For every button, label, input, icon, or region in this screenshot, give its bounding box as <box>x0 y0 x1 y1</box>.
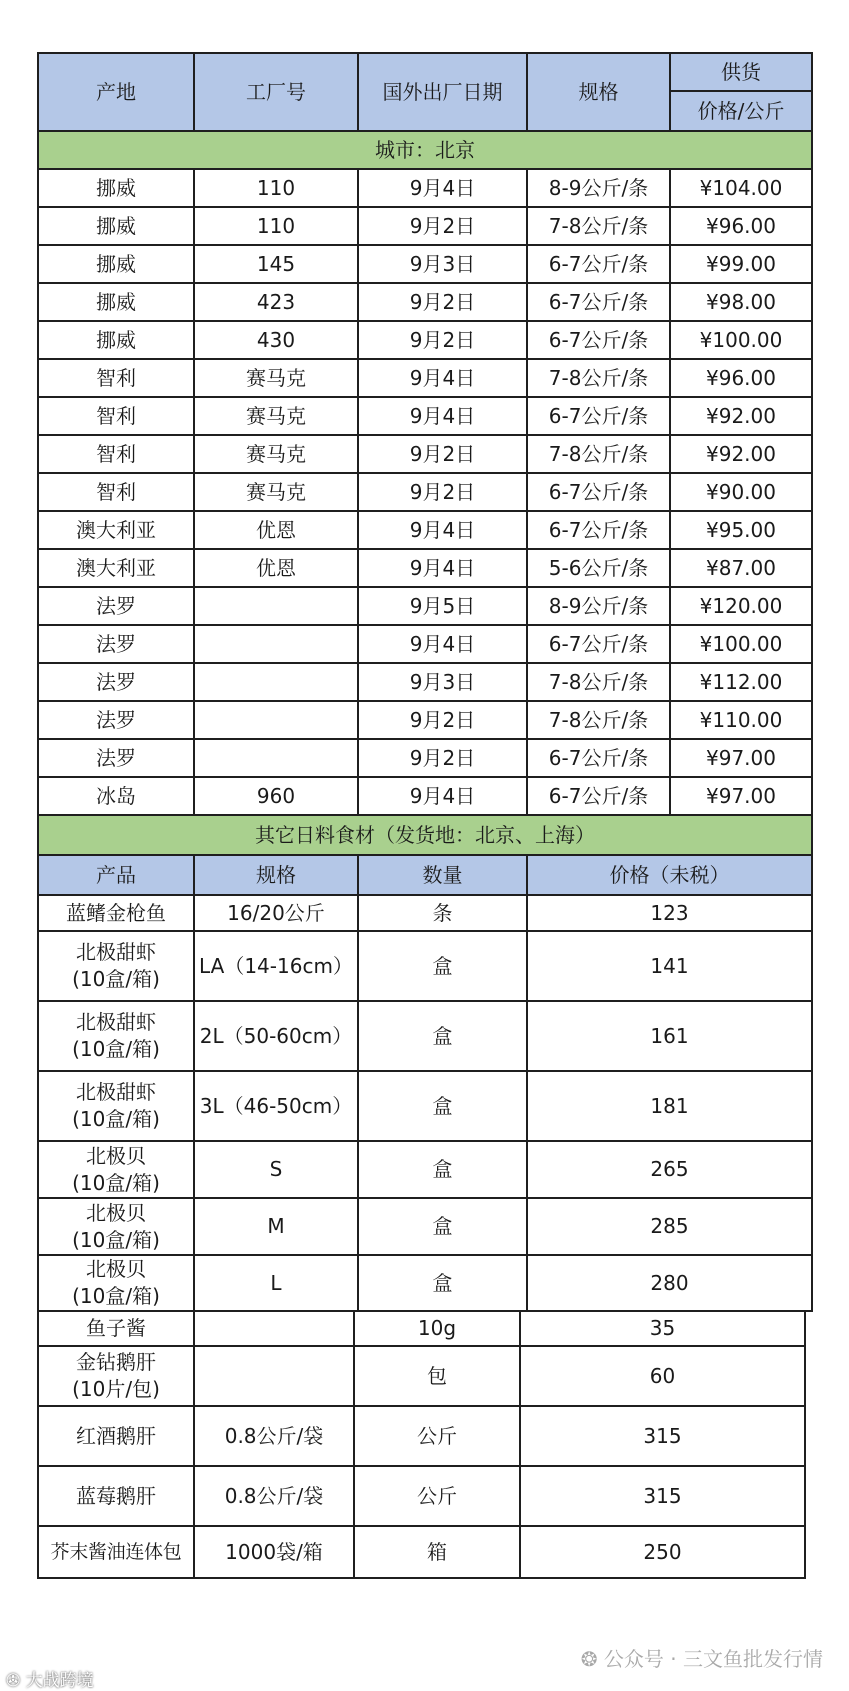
cell-price: 161 <box>527 1001 812 1071</box>
cell-origin: 挪威 <box>38 321 194 359</box>
product-line: 北极贝 <box>86 1143 146 1168</box>
product-line: 北极甜虾 <box>76 940 156 964</box>
table-row <box>38 701 812 739</box>
table-row <box>38 1466 805 1526</box>
cell-price: 265 <box>527 1141 812 1198</box>
product-line: (10盒/箱) <box>72 1107 160 1131</box>
cell-origin: 冰岛 <box>38 777 194 815</box>
cell-spec: 3L（46-50cm） <box>194 1071 358 1141</box>
table-row <box>38 549 812 587</box>
cell-product <box>38 1071 194 1141</box>
cell-factory: 430 <box>194 321 358 359</box>
cell-price: ¥100.00 <box>670 625 812 663</box>
watermark-wechat <box>581 1643 823 1672</box>
cell-product <box>38 1311 194 1346</box>
cell-price: ¥104.00 <box>670 169 812 207</box>
product-line: 北极贝 <box>86 1257 146 1281</box>
table-row <box>38 473 812 511</box>
product-line: (10片/包) <box>72 1377 160 1401</box>
watermark-corner <box>6 1666 94 1691</box>
cell-origin: 挪威 <box>38 245 194 283</box>
product-line: 北极甜虾 <box>76 1010 156 1034</box>
cell-product <box>38 1001 194 1071</box>
cell-factory: 110 <box>194 207 358 245</box>
cell-price: 280 <box>527 1255 812 1311</box>
cell-qty: 盒 <box>358 1198 527 1255</box>
cell-qty: 10g <box>354 1311 520 1346</box>
cell-spec <box>194 1311 354 1346</box>
cell-origin: 挪威 <box>38 207 194 245</box>
cell-spec: 0.8公斤/袋 <box>194 1406 354 1466</box>
table-row <box>38 207 812 245</box>
cell-price: ¥87.00 <box>670 549 812 587</box>
cell-qty: 盒 <box>358 931 527 1001</box>
table-row <box>38 1311 805 1346</box>
table-row <box>38 1255 812 1311</box>
cell-date: 9月4日 <box>358 397 527 435</box>
product-line: (10盒/箱) <box>72 1170 160 1195</box>
cell-date: 9月2日 <box>358 207 527 245</box>
cell-price: ¥92.00 <box>670 435 812 473</box>
cell-origin: 澳大利亚 <box>38 511 194 549</box>
table-row <box>38 435 812 473</box>
table-row <box>38 1346 805 1406</box>
cell-spec: 7-8公斤/条 <box>527 435 670 473</box>
cell-price: 35 <box>520 1311 805 1346</box>
cell-product <box>38 895 194 931</box>
cell-qty: 包 <box>354 1346 520 1406</box>
fish-rows <box>38 169 812 815</box>
cell-price: ¥96.00 <box>670 359 812 397</box>
table-row <box>38 663 812 701</box>
cell-origin: 法罗 <box>38 701 194 739</box>
cell-qty: 盒 <box>358 1071 527 1141</box>
cell-spec: 6-7公斤/条 <box>527 245 670 283</box>
other-section-row <box>38 815 812 855</box>
cell-spec: 6-7公斤/条 <box>527 397 670 435</box>
cell-qty: 箱 <box>354 1526 520 1578</box>
cell-price: 141 <box>527 931 812 1001</box>
cell-factory <box>194 701 358 739</box>
cell-date: 9月3日 <box>358 663 527 701</box>
table-row <box>38 1198 812 1255</box>
cell-date: 9月4日 <box>358 359 527 397</box>
cell-date: 9月2日 <box>358 739 527 777</box>
cell-date: 9月2日 <box>358 701 527 739</box>
cell-date: 9月2日 <box>358 321 527 359</box>
cell-factory: 赛马克 <box>194 359 358 397</box>
table-row <box>38 397 812 435</box>
cell-factory: 优恩 <box>194 511 358 549</box>
cell-origin: 智利 <box>38 359 194 397</box>
cell-product <box>38 1346 194 1406</box>
cell-price: 250 <box>520 1526 805 1578</box>
header-spec: 规格 <box>527 53 670 131</box>
other-section-label: 其它日料食材（发货地：北京、上海） <box>38 815 812 855</box>
cell-price: 60 <box>520 1346 805 1406</box>
cell-price: ¥100.00 <box>670 321 812 359</box>
cell-price: ¥95.00 <box>670 511 812 549</box>
cell-factory <box>194 587 358 625</box>
cell-price: ¥97.00 <box>670 777 812 815</box>
cell-origin: 智利 <box>38 435 194 473</box>
cell-date: 9月4日 <box>358 625 527 663</box>
cell-spec: L <box>194 1255 358 1311</box>
table-row <box>38 1141 812 1198</box>
cell-spec: 6-7公斤/条 <box>527 739 670 777</box>
cell-product <box>38 1198 194 1255</box>
cell-spec: 7-8公斤/条 <box>527 207 670 245</box>
cell-product <box>38 1466 194 1526</box>
cell-origin: 挪威 <box>38 283 194 321</box>
weibo-icon: ✇ <box>6 1671 21 1691</box>
cell-spec: 6-7公斤/条 <box>527 473 670 511</box>
cell-origin: 法罗 <box>38 739 194 777</box>
product-line: 蓝鳍金枪鱼 <box>66 900 166 925</box>
table-row <box>38 283 812 321</box>
cell-spec: 8-9公斤/条 <box>527 169 670 207</box>
cell-price: 285 <box>527 1198 812 1255</box>
cell-spec: 0.8公斤/袋 <box>194 1466 354 1526</box>
table-row <box>38 895 812 931</box>
cell-spec: 6-7公斤/条 <box>527 777 670 815</box>
table-row <box>38 587 812 625</box>
cell-qty: 盒 <box>358 1001 527 1071</box>
cell-spec: S <box>194 1141 358 1198</box>
cell-spec: 16/20公斤 <box>194 895 358 931</box>
cell-price: ¥97.00 <box>670 739 812 777</box>
cell-product <box>38 1406 194 1466</box>
watermark-left-text: 大战跨境 <box>25 1671 94 1691</box>
product-line: (10盒/箱) <box>72 967 160 991</box>
cell-date: 9月4日 <box>358 169 527 207</box>
header-factory: 工厂号 <box>194 53 358 131</box>
cell-price: ¥110.00 <box>670 701 812 739</box>
cell-price: ¥98.00 <box>670 283 812 321</box>
header-origin: 产地 <box>38 53 194 131</box>
product-line: 红酒鹅肝 <box>76 1423 156 1448</box>
cell-price: ¥96.00 <box>670 207 812 245</box>
table-row <box>38 1071 812 1141</box>
table-row <box>38 511 812 549</box>
product-line: 金钻鹅肝 <box>76 1350 156 1374</box>
cell-product <box>38 931 194 1001</box>
other-header-qty: 数量 <box>358 855 527 895</box>
cell-qty: 条 <box>358 895 527 931</box>
cell-origin: 法罗 <box>38 625 194 663</box>
city-section-row <box>38 131 812 169</box>
cell-date: 9月4日 <box>358 549 527 587</box>
extra-rows <box>38 1311 805 1578</box>
cell-factory: 赛马克 <box>194 397 358 435</box>
cell-origin: 澳大利亚 <box>38 549 194 587</box>
cell-factory <box>194 739 358 777</box>
cell-price: 315 <box>520 1406 805 1466</box>
product-line: 芥末酱油连体包 <box>50 1540 182 1563</box>
city-label: 城市：北京 <box>38 131 812 169</box>
table-row <box>38 777 812 815</box>
other-header-price: 价格（未税） <box>527 855 812 895</box>
cell-qty: 盒 <box>358 1141 527 1198</box>
cell-qty: 盒 <box>358 1255 527 1311</box>
header-price-unit: 价格/公斤 <box>670 91 812 131</box>
header-supply: 供货 <box>670 53 812 91</box>
cell-date: 9月4日 <box>358 777 527 815</box>
cell-factory <box>194 663 358 701</box>
cell-spec: 6-7公斤/条 <box>527 321 670 359</box>
cell-origin: 法罗 <box>38 663 194 701</box>
cell-date: 9月5日 <box>358 587 527 625</box>
cell-price: ¥99.00 <box>670 245 812 283</box>
cell-factory <box>194 625 358 663</box>
other-header-product: 产品 <box>38 855 194 895</box>
cell-price: 123 <box>527 895 812 931</box>
other-header-row <box>38 855 812 895</box>
table-row <box>38 1406 805 1466</box>
cell-origin: 法罗 <box>38 587 194 625</box>
wechat-icon: ❂ <box>580 1647 598 1671</box>
cell-product <box>38 1526 194 1578</box>
cell-spec: 6-7公斤/条 <box>527 511 670 549</box>
cell-spec: 6-7公斤/条 <box>527 283 670 321</box>
table-row <box>38 359 812 397</box>
cell-date: 9月2日 <box>358 283 527 321</box>
cell-spec: 6-7公斤/条 <box>527 625 670 663</box>
cell-spec: 7-8公斤/条 <box>527 663 670 701</box>
cell-qty: 公斤 <box>354 1466 520 1526</box>
cell-price: ¥112.00 <box>670 663 812 701</box>
header-date: 国外出厂日期 <box>358 53 527 131</box>
cell-spec: 7-8公斤/条 <box>527 701 670 739</box>
cell-spec: 5-6公斤/条 <box>527 549 670 587</box>
table-row <box>38 1526 805 1578</box>
cell-factory: 145 <box>194 245 358 283</box>
other-rows <box>38 895 812 1311</box>
product-line: 北极甜虾 <box>76 1080 156 1104</box>
cell-spec: M <box>194 1198 358 1255</box>
cell-product <box>38 1141 194 1198</box>
other-ingredients-table <box>37 854 813 1312</box>
cell-origin: 智利 <box>38 397 194 435</box>
cell-spec: 8-9公斤/条 <box>527 587 670 625</box>
table-row <box>38 169 812 207</box>
cell-factory: 423 <box>194 283 358 321</box>
cell-price: 315 <box>520 1466 805 1526</box>
cell-spec: 7-8公斤/条 <box>527 359 670 397</box>
extra-items-table <box>37 1310 806 1579</box>
cell-factory: 960 <box>194 777 358 815</box>
cell-spec: LA（14-16cm） <box>194 931 358 1001</box>
table-row <box>38 739 812 777</box>
header-row <box>38 53 812 91</box>
cell-product <box>38 1255 194 1311</box>
product-line: (10盒/箱) <box>72 1227 160 1252</box>
cell-price: ¥120.00 <box>670 587 812 625</box>
table-row <box>38 931 812 1001</box>
cell-price: 181 <box>527 1071 812 1141</box>
cell-price: ¥92.00 <box>670 397 812 435</box>
table-row <box>38 1001 812 1071</box>
cell-factory: 优恩 <box>194 549 358 587</box>
product-line: 鱼子酱 <box>86 1316 146 1340</box>
cell-factory: 赛马克 <box>194 435 358 473</box>
salmon-price-table <box>37 52 813 856</box>
cell-spec: 1000袋/箱 <box>194 1526 354 1578</box>
cell-origin: 智利 <box>38 473 194 511</box>
cell-date: 9月4日 <box>358 511 527 549</box>
product-line: 蓝莓鹅肝 <box>76 1483 156 1508</box>
cell-qty: 公斤 <box>354 1406 520 1466</box>
table-row <box>38 625 812 663</box>
table-row <box>38 321 812 359</box>
cell-date: 9月3日 <box>358 245 527 283</box>
product-line: 北极贝 <box>86 1200 146 1225</box>
cell-spec <box>194 1346 354 1406</box>
cell-spec: 2L（50-60cm） <box>194 1001 358 1071</box>
cell-factory: 110 <box>194 169 358 207</box>
other-header-spec: 规格 <box>194 855 358 895</box>
cell-date: 9月2日 <box>358 473 527 511</box>
cell-date: 9月2日 <box>358 435 527 473</box>
cell-origin: 挪威 <box>38 169 194 207</box>
product-line: (10盒/箱) <box>72 1037 160 1061</box>
cell-price: ¥90.00 <box>670 473 812 511</box>
product-line: (10盒/箱) <box>72 1284 160 1308</box>
watermark-text: 公众号 · 三文鱼批发行情 <box>603 1647 823 1671</box>
cell-factory: 赛马克 <box>194 473 358 511</box>
table-row <box>38 245 812 283</box>
